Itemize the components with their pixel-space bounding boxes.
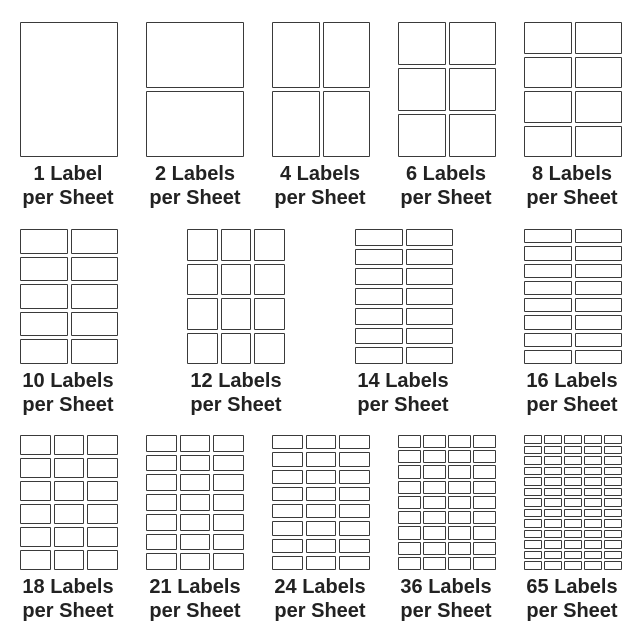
label-cell (254, 298, 285, 330)
label-cell (398, 496, 421, 509)
label-cell (564, 561, 582, 570)
label-cell (423, 526, 446, 539)
label-cell (448, 450, 471, 463)
label-cell (604, 509, 622, 518)
label-cell (406, 347, 454, 364)
label-cell (604, 498, 622, 507)
label-cell (272, 539, 303, 553)
label-cell (20, 22, 118, 157)
label-cell (544, 540, 562, 549)
label-sheet-1 (20, 22, 118, 157)
caption-per-sheet: per Sheet (526, 187, 618, 209)
label-cell (448, 496, 471, 509)
label-cell (71, 312, 119, 337)
label-cell (524, 509, 542, 518)
label-cell (339, 521, 370, 535)
label-cell (146, 435, 177, 452)
label-cell (213, 553, 244, 570)
caption-count: 6 Labels (405, 163, 487, 185)
label-cell (87, 504, 118, 524)
label-cell (448, 557, 471, 570)
label-cell (524, 246, 572, 260)
label-cell (544, 488, 562, 497)
label-cell (398, 542, 421, 555)
label-cell (398, 511, 421, 524)
caption-count: 12 Labels (190, 370, 282, 392)
label-cell (604, 477, 622, 486)
label-cell (524, 551, 542, 560)
sheet-caption-10 (8, 369, 128, 417)
label-cell (213, 534, 244, 551)
label-cell (187, 229, 218, 261)
label-cell (221, 298, 252, 330)
label-cell (604, 446, 622, 455)
label-cell (524, 281, 572, 295)
label-cell (544, 509, 562, 518)
label-cell (423, 557, 446, 570)
label-cell (524, 530, 542, 539)
label-cell (473, 481, 496, 494)
label-cell (524, 467, 542, 476)
label-cell (355, 229, 403, 246)
label-cell (20, 435, 51, 455)
label-cell (575, 264, 623, 278)
label-cell (306, 435, 337, 449)
label-cell (584, 488, 602, 497)
label-cell (254, 229, 285, 261)
label-cell (398, 435, 421, 448)
label-cell (406, 268, 454, 285)
caption-per-sheet: per Sheet (149, 600, 241, 622)
sheet-caption-6 (386, 162, 506, 210)
label-cell (180, 494, 211, 511)
label-cell (584, 477, 602, 486)
label-cell (180, 553, 211, 570)
label-cell (584, 509, 602, 518)
label-cell (20, 312, 68, 337)
caption-count: 10 Labels (22, 370, 114, 392)
sheet-caption-24 (260, 575, 380, 623)
label-cell (544, 467, 562, 476)
label-cell (87, 550, 118, 570)
label-cell (20, 339, 68, 364)
label-cell (584, 435, 602, 444)
label-cell (213, 435, 244, 452)
label-cell (473, 435, 496, 448)
caption-count: 14 Labels (357, 370, 449, 392)
label-cell (339, 504, 370, 518)
label-cell (604, 561, 622, 570)
label-cell (180, 534, 211, 551)
label-cell (524, 333, 572, 347)
label-cell (524, 446, 542, 455)
label-cell (575, 333, 623, 347)
sheet-caption-14 (343, 369, 463, 417)
label-cell (355, 347, 403, 364)
label-cell (221, 264, 252, 296)
label-cell (20, 229, 68, 254)
label-cell (423, 542, 446, 555)
label-cell (575, 126, 623, 158)
label-cell (306, 487, 337, 501)
label-cell (254, 333, 285, 365)
label-sheet-36 (398, 435, 496, 570)
caption-count: 16 Labels (526, 370, 618, 392)
label-cell (272, 521, 303, 535)
sheet-caption-12 (176, 369, 296, 417)
caption-per-sheet: per Sheet (22, 394, 114, 416)
label-cell (272, 470, 303, 484)
label-cell (575, 229, 623, 243)
label-cell (306, 539, 337, 553)
label-cell (473, 465, 496, 478)
label-cell (146, 455, 177, 472)
caption-count: 2 Labels (154, 163, 236, 185)
label-cell (524, 350, 572, 364)
label-sheet-16 (524, 229, 622, 364)
label-cell (524, 57, 572, 89)
label-cell (604, 530, 622, 539)
label-cell (584, 446, 602, 455)
label-cell (180, 514, 211, 531)
label-cell (448, 526, 471, 539)
label-cell (448, 542, 471, 555)
label-cell (272, 504, 303, 518)
caption-per-sheet: per Sheet (149, 187, 241, 209)
label-cell (398, 557, 421, 570)
label-cell (564, 488, 582, 497)
sheet-caption-1 (8, 162, 128, 210)
label-cell (398, 114, 446, 157)
label-cell (20, 257, 68, 282)
caption-per-sheet: per Sheet (400, 600, 492, 622)
label-cell (449, 114, 497, 157)
label-sheet-14 (355, 229, 453, 364)
label-cell (584, 551, 602, 560)
label-cell (544, 551, 562, 560)
label-cell (213, 494, 244, 511)
label-cell (339, 556, 370, 570)
label-cell (584, 498, 602, 507)
label-cell (564, 446, 582, 455)
label-cell (604, 456, 622, 465)
label-cell (272, 556, 303, 570)
label-cell (180, 474, 211, 491)
label-sheet-8 (524, 22, 622, 157)
label-cell (398, 465, 421, 478)
label-cell (575, 315, 623, 329)
label-cell (406, 288, 454, 305)
label-cell (398, 450, 421, 463)
label-cell (20, 481, 51, 501)
label-cell (306, 521, 337, 535)
sheet-caption-21 (135, 575, 255, 623)
label-cell (575, 57, 623, 89)
label-sheet-21 (146, 435, 244, 570)
label-cell (564, 551, 582, 560)
label-cell (575, 91, 623, 123)
label-cell (406, 249, 454, 266)
label-cell (423, 465, 446, 478)
label-cell (87, 527, 118, 547)
label-cell (20, 504, 51, 524)
label-cell (406, 308, 454, 325)
label-cell (524, 264, 572, 278)
label-cell (524, 540, 542, 549)
label-cell (54, 550, 85, 570)
label-cell (87, 458, 118, 478)
label-cell (187, 333, 218, 365)
label-cell (306, 452, 337, 466)
label-cell (524, 126, 572, 158)
label-cell (584, 561, 602, 570)
label-cell (306, 504, 337, 518)
label-cell (544, 530, 562, 539)
label-cell (423, 481, 446, 494)
label-cell (272, 22, 320, 88)
sheet-caption-36 (386, 575, 506, 623)
label-cell (575, 281, 623, 295)
label-cell (398, 481, 421, 494)
label-cell (604, 467, 622, 476)
caption-count: 4 Labels (279, 163, 361, 185)
label-cell (54, 481, 85, 501)
label-cell (524, 488, 542, 497)
label-cell (564, 540, 582, 549)
label-cell (524, 456, 542, 465)
caption-per-sheet: per Sheet (526, 394, 618, 416)
label-cell (71, 257, 119, 282)
label-sheet-12 (187, 229, 285, 364)
label-cell (584, 540, 602, 549)
label-cell (575, 246, 623, 260)
label-cell (146, 22, 244, 88)
label-cell (544, 477, 562, 486)
caption-count: 18 Labels (22, 576, 114, 598)
label-cell (584, 530, 602, 539)
label-cell (146, 534, 177, 551)
caption-count: 24 Labels (274, 576, 366, 598)
label-cell (213, 455, 244, 472)
label-cell (473, 542, 496, 555)
caption-per-sheet: per Sheet (526, 600, 618, 622)
label-sheet-4 (272, 22, 370, 157)
label-cell (584, 467, 602, 476)
label-cell (180, 435, 211, 452)
label-sheet-65 (524, 435, 622, 570)
caption-per-sheet: per Sheet (274, 600, 366, 622)
label-cell (323, 91, 371, 157)
label-cell (448, 481, 471, 494)
label-cell (87, 435, 118, 455)
caption-count: 8 Labels (531, 163, 613, 185)
label-cell (187, 298, 218, 330)
label-cell (575, 298, 623, 312)
label-cell (339, 487, 370, 501)
label-cell (339, 539, 370, 553)
label-cell (604, 488, 622, 497)
label-cell (473, 557, 496, 570)
label-cell (524, 519, 542, 528)
label-cell (564, 456, 582, 465)
label-cell (604, 551, 622, 560)
label-cell (406, 328, 454, 345)
label-cell (187, 264, 218, 296)
caption-count: 21 Labels (149, 576, 241, 598)
caption-count: 1 Label (33, 163, 103, 185)
label-sheet-6 (398, 22, 496, 157)
label-cell (272, 91, 320, 157)
caption-per-sheet: per Sheet (400, 187, 492, 209)
sheet-caption-18 (8, 575, 128, 623)
label-cell (584, 456, 602, 465)
sheet-caption-4 (260, 162, 380, 210)
label-cell (564, 519, 582, 528)
caption-per-sheet: per Sheet (274, 187, 366, 209)
label-cell (575, 350, 623, 364)
label-cell (54, 527, 85, 547)
label-cell (524, 498, 542, 507)
label-cell (448, 511, 471, 524)
label-cell (355, 249, 403, 266)
label-cell (604, 519, 622, 528)
label-cell (524, 22, 572, 54)
label-cell (524, 298, 572, 312)
caption-per-sheet: per Sheet (22, 600, 114, 622)
label-cell (524, 229, 572, 243)
label-cell (584, 519, 602, 528)
label-cell (524, 561, 542, 570)
sheet-caption-8 (512, 162, 632, 210)
sheet-caption-65 (512, 575, 632, 623)
label-cell (524, 91, 572, 123)
label-cell (473, 511, 496, 524)
label-cell (20, 527, 51, 547)
label-cell (254, 264, 285, 296)
label-cell (306, 556, 337, 570)
label-cell (221, 229, 252, 261)
label-cell (423, 435, 446, 448)
caption-count: 65 Labels (526, 576, 618, 598)
caption-count: 36 Labels (400, 576, 492, 598)
label-cell (71, 339, 119, 364)
label-cell (449, 22, 497, 65)
label-cell (339, 452, 370, 466)
label-cell (604, 540, 622, 549)
label-cell (339, 470, 370, 484)
label-cell (146, 474, 177, 491)
label-cell (544, 456, 562, 465)
label-cell (564, 435, 582, 444)
label-cell (575, 22, 623, 54)
label-cell (564, 467, 582, 476)
label-cell (272, 452, 303, 466)
label-cell (564, 498, 582, 507)
label-cell (146, 91, 244, 157)
label-cell (213, 514, 244, 531)
label-cell (71, 229, 119, 254)
label-sheet-18 (20, 435, 118, 570)
caption-per-sheet: per Sheet (22, 187, 114, 209)
label-cell (544, 446, 562, 455)
label-cell (423, 450, 446, 463)
sheet-caption-16 (512, 369, 632, 417)
label-cell (272, 487, 303, 501)
label-cell (398, 22, 446, 65)
label-cell (564, 530, 582, 539)
label-cell (448, 435, 471, 448)
label-cell (524, 435, 542, 444)
label-cell (564, 509, 582, 518)
label-cell (20, 284, 68, 309)
label-cell (180, 455, 211, 472)
label-cell (524, 477, 542, 486)
label-cell (54, 435, 85, 455)
label-cell (524, 315, 572, 329)
label-cell (544, 435, 562, 444)
label-cell (323, 22, 371, 88)
label-cell (544, 519, 562, 528)
label-cell (448, 465, 471, 478)
label-cell (54, 504, 85, 524)
label-cell (355, 268, 403, 285)
label-cell (355, 288, 403, 305)
label-cell (473, 496, 496, 509)
label-cell (146, 553, 177, 570)
label-cell (20, 550, 51, 570)
caption-per-sheet: per Sheet (357, 394, 449, 416)
label-cell (473, 450, 496, 463)
label-cell (449, 68, 497, 111)
label-cell (71, 284, 119, 309)
label-cell (146, 494, 177, 511)
label-cell (406, 229, 454, 246)
label-sheet-10 (20, 229, 118, 364)
label-cell (423, 496, 446, 509)
label-cell (398, 68, 446, 111)
label-sheet-24 (272, 435, 370, 570)
label-cell (339, 435, 370, 449)
label-cell (398, 526, 421, 539)
label-cell (306, 470, 337, 484)
label-cell (221, 333, 252, 365)
label-cell (544, 498, 562, 507)
sheet-caption-2 (135, 162, 255, 210)
label-cell (564, 477, 582, 486)
label-cell (473, 526, 496, 539)
label-cell (213, 474, 244, 491)
label-cell (355, 328, 403, 345)
label-cell (20, 458, 51, 478)
label-cell (544, 561, 562, 570)
label-cell (54, 458, 85, 478)
label-sheet-2 (146, 22, 244, 157)
label-cell (355, 308, 403, 325)
label-cell (272, 435, 303, 449)
label-cell (604, 435, 622, 444)
caption-per-sheet: per Sheet (190, 394, 282, 416)
label-cell (423, 511, 446, 524)
label-cell (146, 514, 177, 531)
label-cell (87, 481, 118, 501)
